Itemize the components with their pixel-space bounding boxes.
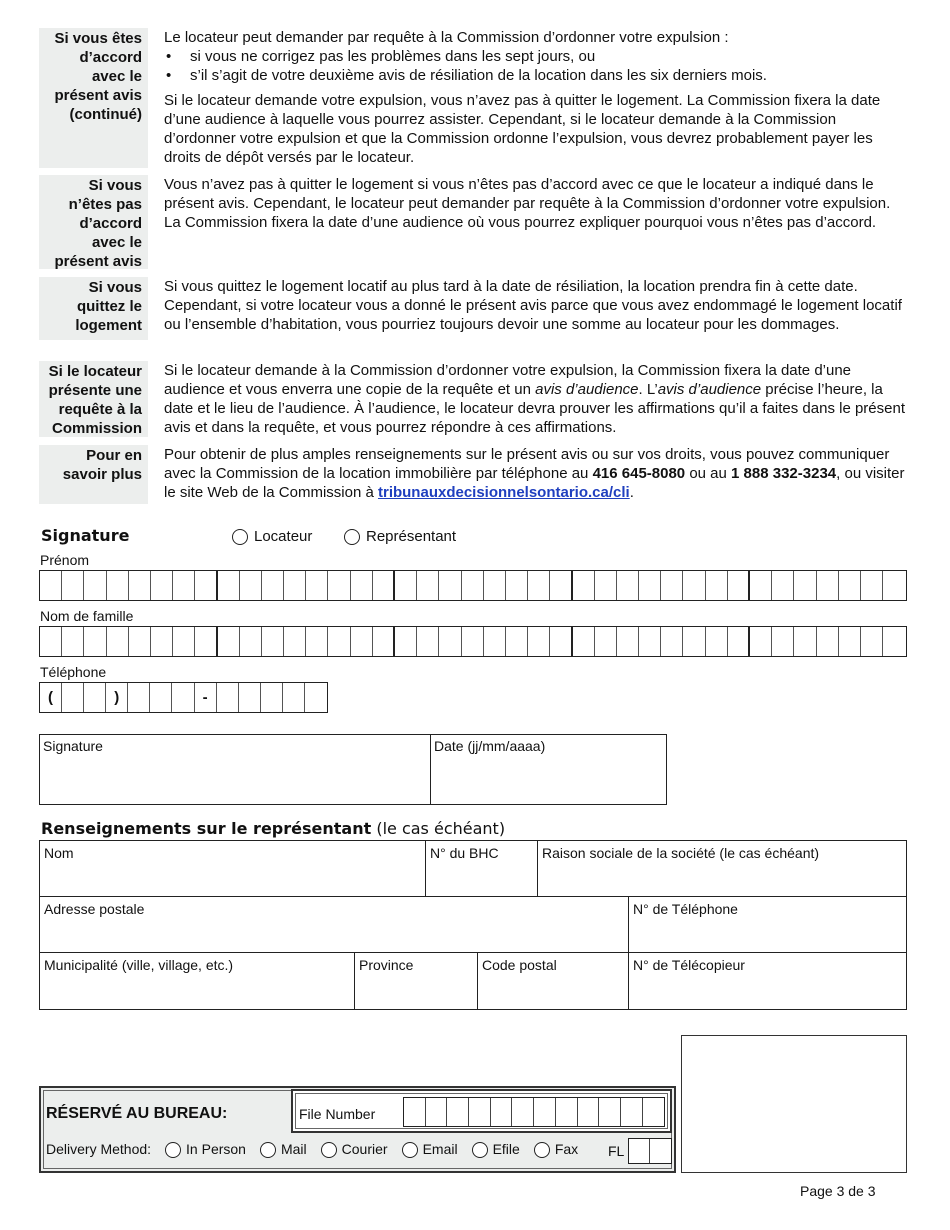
text-italic: avis d’audience (535, 381, 639, 398)
char-box[interactable] (817, 627, 839, 656)
char-box[interactable] (284, 627, 306, 656)
delivery-option[interactable] (165, 1140, 246, 1159)
char-box[interactable] (661, 571, 683, 600)
char-box[interactable] (484, 571, 506, 600)
section-paragraph: Si le locateur demande votre expulsion, vous n’avez pas à quitter le logement. La Commission fixera la date d’une audience à laquelle vous pourrez assister. Cependant, si le locateur demande à la Commission d’ordonner votre expulsion et que la Commission ordonne l’expulsion, vous devrez probablement payer les droits de dépôt versés par le locateur. (164, 92, 881, 166)
char-box[interactable] (528, 627, 550, 656)
char-box[interactable] (643, 1098, 665, 1126)
char-box[interactable] (578, 1098, 600, 1126)
option-label: Mail (280, 1141, 307, 1157)
rep-phone-field[interactable] (629, 897, 906, 952)
file-number-field[interactable] (403, 1097, 665, 1127)
option-label: Email (422, 1141, 458, 1157)
char-box[interactable] (512, 1098, 534, 1126)
file-number-box (291, 1089, 672, 1133)
radio-button[interactable] (321, 1142, 337, 1158)
char-box[interactable] (172, 683, 194, 712)
field-label: Raison sociale de la société (le cas échéant) (542, 845, 820, 861)
char-box[interactable] (599, 1098, 621, 1126)
label-line: avec le (91, 68, 142, 85)
label-line: d’accord (79, 49, 142, 66)
heading-note: (le cas échéant) (371, 819, 506, 838)
text-run: ou au (685, 465, 732, 482)
radio-button[interactable] (260, 1142, 276, 1158)
char-box[interactable] (839, 627, 861, 656)
char-box[interactable] (556, 1098, 578, 1126)
char-box[interactable] (306, 571, 328, 600)
char-box[interactable] (621, 1098, 643, 1126)
char-box[interactable] (217, 683, 239, 712)
option-label: In Person (186, 1141, 246, 1157)
char-box[interactable] (794, 571, 816, 600)
rep-company-field[interactable] (538, 841, 906, 896)
char-box[interactable] (447, 1098, 469, 1126)
option-label: Fax (554, 1141, 579, 1157)
section-label (39, 361, 148, 437)
website-link[interactable]: tribunauxdecisionnelsontario.ca/cli (377, 484, 630, 501)
char-box[interactable] (151, 571, 173, 600)
char-box[interactable] (195, 571, 217, 600)
radio-button[interactable] (534, 1142, 550, 1158)
char-box[interactable] (484, 627, 506, 656)
first-name-label: Prénom (40, 552, 90, 568)
char-box[interactable] (218, 571, 240, 600)
char-box[interactable] (84, 627, 106, 656)
fl-field[interactable] (628, 1138, 672, 1164)
radio-button[interactable] (344, 529, 360, 545)
rep-municipality-field[interactable] (40, 953, 355, 1009)
office-stamp-box (681, 1035, 907, 1173)
char-box[interactable] (639, 571, 661, 600)
char-box[interactable] (528, 571, 550, 600)
date-field[interactable] (431, 735, 666, 804)
radio-button[interactable] (472, 1142, 488, 1158)
file-number-label: File Number (299, 1106, 376, 1122)
section-label (39, 277, 148, 340)
rep-address-field[interactable] (40, 897, 629, 952)
date-label: Date (jj/mm/aaaa) (434, 738, 546, 754)
char-box[interactable]: ) (106, 683, 128, 712)
section-body: Vous n’avez pas à quitter le logement si vous n’êtes pas d’accord avec ce que le locateur a indiqué dans le présent avis. Cependant, le locateur peut demander par requête à la Commission d’ordonner votre expulsion. La Commission fixera la date d’une audience où vous pourrez expliquer pourquoi vous n’êtes pas d’accord. (164, 176, 891, 231)
last-name-label: Nom de famille (40, 608, 134, 624)
signature-field[interactable] (40, 735, 431, 804)
char-box[interactable] (794, 627, 816, 656)
label-line: logement (75, 317, 142, 334)
char-box[interactable] (573, 627, 595, 656)
char-box[interactable] (306, 627, 328, 656)
label-line: n’êtes pas (68, 196, 142, 213)
toll-free-number: 1 888 332-3234 (731, 465, 837, 482)
section-label (39, 175, 148, 269)
char-box[interactable] (240, 571, 262, 600)
delivery-option[interactable] (534, 1140, 578, 1159)
char-box[interactable] (750, 571, 772, 600)
label-line: requête à la (58, 401, 142, 418)
option-label: Efile (492, 1141, 520, 1157)
text-run: Pour obtenir de plus amples renseignements sur le présent avis ou sur vos droits, vous pouvez communiquer avec la Commission de la location immobilière par téléphone au (164, 446, 890, 482)
text-run: . (629, 484, 634, 501)
section-body (164, 361, 905, 437)
text-run: Si le locateur demande à la Commission d’ordonner votre expulsion, la Commission fixera la date d’une audience et vous enverra une copie de la requête et un (164, 362, 852, 398)
field-label: Nom (44, 845, 74, 861)
char-box[interactable]: - (195, 683, 217, 712)
field-label: N° de Télécopieur (633, 957, 745, 973)
label-line: quittez le (76, 298, 142, 315)
char-box[interactable] (129, 571, 151, 600)
char-box[interactable] (650, 1139, 671, 1163)
char-box[interactable] (107, 571, 129, 600)
label-line: Si vous êtes (54, 30, 142, 47)
char-box[interactable] (617, 627, 639, 656)
char-box[interactable] (506, 627, 528, 656)
char-box[interactable] (107, 627, 129, 656)
radio-button[interactable] (232, 529, 248, 545)
radio-button[interactable] (165, 1142, 181, 1158)
char-box[interactable] (195, 627, 217, 656)
char-box[interactable] (417, 571, 439, 600)
label-line: savoir plus (62, 466, 142, 483)
char-box[interactable] (883, 627, 905, 656)
section-label (39, 445, 148, 504)
section-body (164, 445, 905, 502)
field-label: N° de Téléphone (633, 901, 738, 917)
rep-province-field[interactable] (355, 953, 478, 1009)
section-intro: Le locateur peut demander par requête à la Commission d’ordonner votre expulsion : (164, 29, 729, 46)
first-name-field[interactable] (39, 570, 907, 601)
label-line: Pour en (86, 447, 142, 464)
phone-field[interactable] (39, 682, 328, 713)
char-box[interactable] (728, 627, 750, 656)
char-box[interactable] (240, 627, 262, 656)
char-box[interactable] (462, 571, 484, 600)
field-label: Code postal (482, 957, 557, 973)
char-box[interactable] (706, 627, 728, 656)
char-box[interactable] (861, 627, 883, 656)
label-line: Si le locateur (48, 363, 142, 380)
char-box[interactable] (261, 683, 283, 712)
label-line: (continué) (69, 106, 142, 123)
char-box[interactable] (84, 683, 106, 712)
char-box[interactable] (861, 571, 883, 600)
char-box[interactable] (129, 627, 151, 656)
rep-fax-field[interactable] (629, 953, 906, 1009)
char-box[interactable] (328, 571, 350, 600)
delivery-option[interactable] (402, 1140, 458, 1159)
signature-date-box (39, 734, 667, 805)
char-box[interactable] (772, 571, 794, 600)
delivery-option[interactable] (321, 1140, 388, 1159)
signature-label: Signature (43, 738, 103, 754)
label-line: Si vous (88, 279, 142, 296)
char-box[interactable] (839, 571, 861, 600)
list-item: • si vous ne corrigez pas les problèmes dans les sept jours, ou (164, 47, 905, 66)
char-box[interactable] (683, 571, 705, 600)
char-box[interactable] (284, 571, 306, 600)
char-box[interactable] (550, 627, 572, 656)
char-box[interactable] (462, 627, 484, 656)
label-line: présent avis (54, 87, 142, 104)
char-box[interactable] (373, 571, 395, 600)
radio-button[interactable] (402, 1142, 418, 1158)
char-box[interactable] (40, 571, 62, 600)
delivery-option[interactable] (260, 1140, 307, 1159)
office-use-box (39, 1086, 676, 1173)
char-box[interactable] (683, 627, 705, 656)
list-item: • s’il s’agit de votre deuxième avis de résiliation de la location dans les six derniers mois. (164, 66, 905, 85)
rep-lsuc-field[interactable] (426, 841, 538, 896)
char-box[interactable] (173, 627, 195, 656)
char-box[interactable] (351, 571, 373, 600)
radio-label: Représentant (366, 528, 457, 545)
office-title: RÉSERVÉ AU BUREAU: (46, 1105, 228, 1122)
char-box[interactable] (491, 1098, 513, 1126)
section-body (164, 28, 905, 167)
label-line: avec le (91, 234, 142, 251)
char-box[interactable] (550, 571, 572, 600)
char-box[interactable] (328, 627, 350, 656)
char-box[interactable] (629, 1139, 650, 1163)
char-box[interactable] (40, 627, 62, 656)
fl-field-group (608, 1138, 672, 1164)
radio-landlord[interactable] (232, 527, 312, 546)
text-run: . L’ (638, 381, 658, 398)
char-box[interactable] (351, 627, 373, 656)
text-run: , ou visiter le site Web de la Commission à (164, 465, 905, 501)
char-box[interactable] (506, 571, 528, 600)
phone-label: Téléphone (40, 664, 107, 680)
char-box[interactable] (262, 627, 284, 656)
char-box[interactable] (639, 627, 661, 656)
char-box[interactable] (706, 571, 728, 600)
char-box[interactable] (417, 627, 439, 656)
char-box[interactable] (84, 571, 106, 600)
char-box[interactable] (173, 571, 195, 600)
bullet-list (164, 47, 905, 85)
char-box[interactable] (62, 627, 84, 656)
field-label: Adresse postale (44, 901, 145, 917)
representative-heading (41, 819, 505, 838)
rep-row (40, 953, 906, 1009)
char-box[interactable] (262, 571, 284, 600)
rep-row (40, 897, 906, 953)
char-box[interactable] (439, 571, 461, 600)
char-box[interactable] (573, 571, 595, 600)
label-line: d’accord (79, 215, 142, 232)
char-box[interactable] (150, 683, 172, 712)
char-box[interactable] (439, 627, 461, 656)
representative-table (39, 840, 907, 1010)
page-number: Page 3 de 3 (800, 1183, 876, 1199)
char-box[interactable] (595, 571, 617, 600)
char-box[interactable] (772, 627, 794, 656)
char-box[interactable] (404, 1098, 426, 1126)
fl-label: FL (608, 1142, 625, 1159)
char-box[interactable] (883, 571, 905, 600)
field-label: Province (359, 957, 414, 973)
char-box[interactable] (305, 683, 327, 712)
last-name-field[interactable] (39, 626, 907, 657)
char-box[interactable] (373, 627, 395, 656)
delivery-method (46, 1140, 578, 1159)
heading-bold: Renseignements sur le représentant (41, 819, 372, 838)
char-box[interactable] (62, 571, 84, 600)
option-label: Courier (341, 1141, 388, 1157)
radio-representative[interactable] (344, 527, 456, 546)
radio-label: Locateur (254, 528, 313, 545)
char-box[interactable] (218, 627, 240, 656)
label-line: présent avis (54, 253, 142, 270)
char-box[interactable] (595, 627, 617, 656)
char-box[interactable] (750, 627, 772, 656)
text-run: précise l’heure, la date et le lieu de l’audience. À l’audience, le locateur devra prouver les affirmations qu’il a faites dans le présent avis et dans la requête, et vous pourrez répondre à ces affirmations. (164, 381, 905, 436)
char-box[interactable] (426, 1098, 448, 1126)
char-box[interactable] (151, 627, 173, 656)
char-box[interactable] (283, 683, 305, 712)
char-box[interactable] (395, 571, 417, 600)
char-box[interactable] (469, 1098, 491, 1126)
char-box[interactable] (728, 571, 750, 600)
field-label: Municipalité (ville, village, etc.) (44, 957, 234, 973)
rep-name-field[interactable] (40, 841, 426, 896)
field-label: N° du BHC (430, 845, 499, 861)
char-box[interactable]: ( (40, 683, 62, 712)
section-body: Si vous quittez le logement locatif au plus tard à la date de résiliation, la location prendra fin à cette date. Cependant, si votre locateur vous a donné le présent avis parce que vous avez endommagé le logement locatif ou l’ensemble d’habitation, vous pourriez toujours devoir une somme au locateur pour les dommages. (164, 278, 902, 333)
rep-postal-field[interactable] (478, 953, 629, 1009)
delivery-label: Delivery Method: (46, 1141, 152, 1157)
rep-row (40, 841, 906, 897)
label-line: présente une (48, 382, 142, 399)
char-box[interactable] (817, 571, 839, 600)
label-line: Si vous (88, 177, 142, 194)
char-box[interactable] (617, 571, 639, 600)
signature-heading: Signature (41, 526, 130, 545)
char-box[interactable] (128, 683, 150, 712)
phone-number: 416 645-8080 (592, 465, 686, 482)
char-box[interactable] (534, 1098, 556, 1126)
section-label (39, 28, 148, 168)
label-line: Commission (51, 420, 142, 437)
text-italic: avis d’audience (657, 381, 762, 398)
char-box[interactable] (661, 627, 683, 656)
char-box[interactable] (239, 683, 261, 712)
char-box[interactable] (62, 683, 84, 712)
char-box[interactable] (395, 627, 417, 656)
delivery-option[interactable] (472, 1140, 520, 1159)
